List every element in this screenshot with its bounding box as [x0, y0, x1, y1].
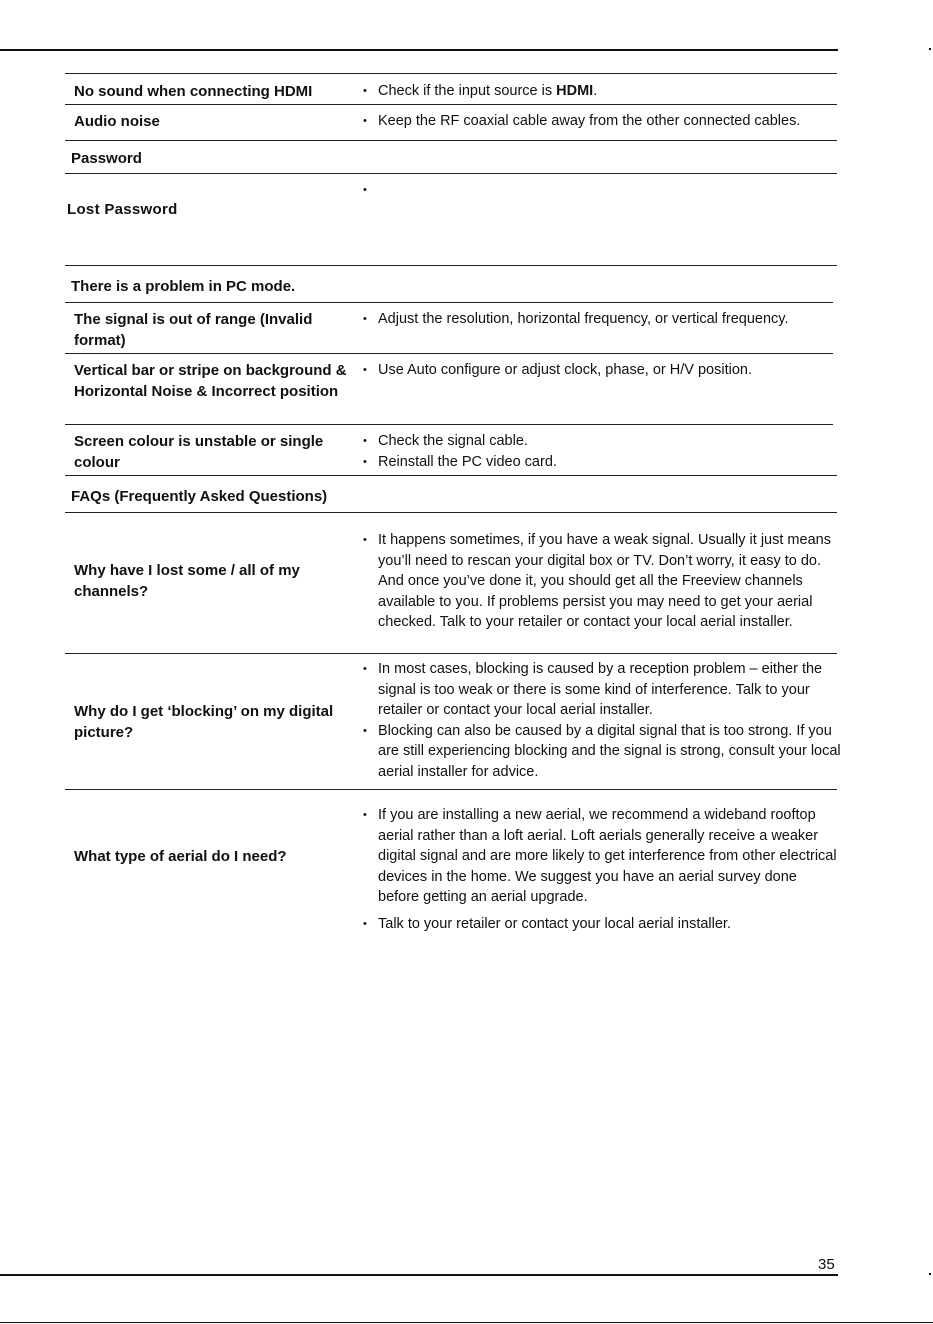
row-divider — [65, 424, 833, 425]
row-divider — [65, 140, 837, 141]
pc-mode-heading: There is a problem in PC mode. — [71, 278, 296, 295]
row-divider — [65, 265, 837, 266]
answer-bullet: • Check the signal cable. — [363, 431, 841, 452]
faq-answer-lost-channels — [363, 530, 841, 633]
answer-bullet: • In most cases, blocking is caused by a reception problem – either the signal is too weak or there is some kind of interference. Talk to your retailer or contact your local aerial installer. — [363, 659, 841, 721]
hdmi-answer-bold: HDMI — [556, 83, 594, 99]
pc-answer-out-of-range — [363, 309, 841, 330]
faqs-heading: FAQs (Frequently Asked Questions) — [71, 488, 328, 505]
faq-question-lost-channels: Why have I lost some / all of my channels? — [74, 562, 300, 600]
hdmi-answer — [363, 81, 841, 102]
row-divider — [65, 73, 837, 74]
answer-bullet: • Keep the RF coaxial cable away from the other connected cables. — [363, 111, 841, 132]
audio-noise-question: Audio noise — [74, 113, 160, 130]
row-divider — [65, 173, 837, 174]
faq-question-aerial-type: What type of aerial do I need? — [74, 848, 287, 865]
hdmi-answer-prefix: Check if the input source is — [378, 83, 557, 99]
pc-question-vertical-bar: Vertical bar or stripe on background & Horizontal Noise & Incorrect position — [74, 362, 347, 400]
page-number: 35 — [818, 1256, 835, 1273]
answer-bullet: • It happens sometimes, if you have a weak signal. Usually it just means you’ll need to rescan your digital box or TV. Don’t worry, it easy to do. And once you’ve done it, you should get all the Freeview channels available to you. If problems persist you may need to get your aerial checked. Talk to your retailer or contact your local aerial installer. — [363, 530, 841, 633]
answer-bullet: • Use Auto configure or adjust clock, phase, or H/V position. — [363, 360, 841, 381]
row-divider — [65, 653, 837, 654]
bottom-edge-rule — [0, 1322, 933, 1323]
margin-mark-top — [929, 48, 931, 50]
row-divider — [65, 789, 837, 790]
password-heading: Password — [71, 150, 142, 167]
faq-answer-aerial-type — [363, 805, 841, 934]
row-divider — [65, 475, 837, 476]
answer-bullet: • Reinstall the PC video card. — [363, 452, 841, 473]
answer-bullet: • If you are installing a new aerial, we recommend a wideband rooftop aerial rather than a loft aerial. Loft aerials generally receive a weaker digital signal and are more likely to get interference from other electrical devices in the home. We suggest you have an aerial survey done before getting an aerial upgrade. — [363, 805, 841, 908]
answer-bullet: • Talk to your retailer or contact your local aerial installer. — [363, 914, 841, 935]
bottom-page-rule — [0, 1274, 838, 1276]
pc-question-screen-colour: Screen colour is unstable or single colour — [74, 433, 324, 471]
top-page-rule — [0, 49, 838, 51]
pc-question-out-of-range: The signal is out of range (Invalid format) — [74, 311, 313, 349]
faq-question-blocking: Why do I get ‘blocking’ on my digital picture? — [74, 703, 334, 741]
row-divider — [65, 302, 833, 303]
row-divider — [65, 512, 837, 513]
pc-answer-vertical-bar — [363, 360, 841, 381]
audio-noise-answer — [363, 111, 841, 132]
margin-mark-bottom — [929, 1273, 931, 1275]
answer-bullet — [363, 180, 841, 200]
lost-password-answer — [363, 180, 841, 200]
answer-bullet: • Adjust the resolution, horizontal frequency, or vertical frequency. — [363, 309, 841, 330]
row-divider — [65, 353, 833, 354]
answer-bullet — [363, 81, 841, 102]
hdmi-answer-suffix: . — [593, 83, 598, 99]
answer-bullet: • Blocking can also be caused by a digital signal that is too strong. If you are still experiencing blocking and the signal is strong, consult your local aerial installer for advice. — [363, 721, 841, 783]
hdmi-question: No sound when connecting HDMI — [74, 83, 313, 100]
faq-answer-blocking — [363, 659, 841, 782]
row-divider — [65, 104, 837, 105]
pc-answer-screen-colour — [363, 431, 841, 472]
lost-password-question: Lost Password — [67, 201, 178, 218]
